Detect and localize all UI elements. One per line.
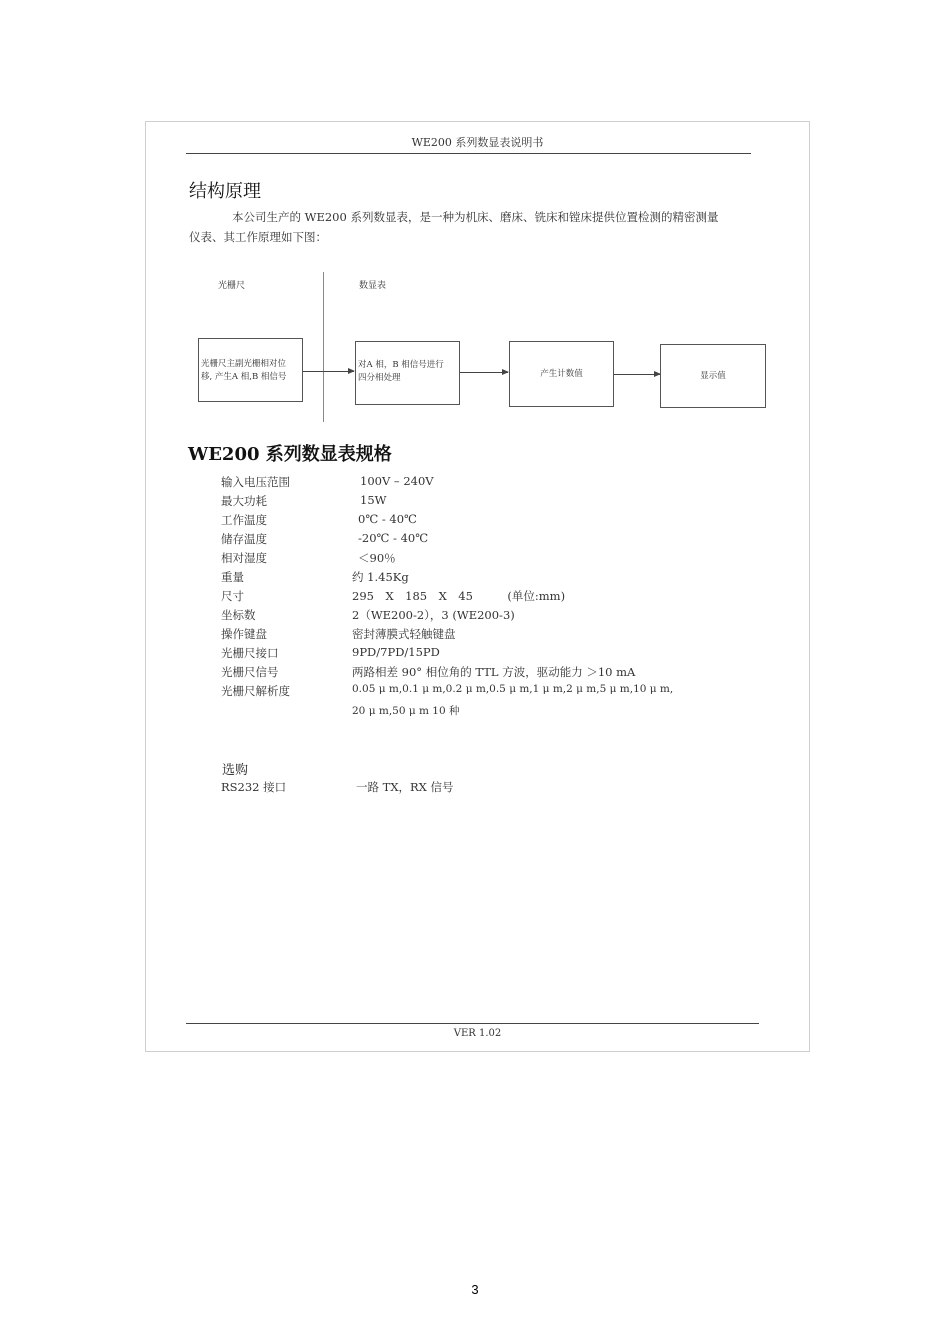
box-text: 对A 相，B 相信号进行 bbox=[358, 360, 444, 370]
spec-row bbox=[221, 626, 741, 645]
spec-value: 0.05 μ m,0.1 μ m,0.2 μ m,0.5 μ m,1 μ m,2 μ m,5 μ m,10 μ m, bbox=[352, 683, 674, 695]
box-text: 显示值 bbox=[700, 371, 726, 381]
spec-value: 15W bbox=[360, 493, 387, 507]
diagram-box-display-value bbox=[660, 344, 766, 408]
document-header: WE200 系列数显表说明书 bbox=[411, 136, 544, 149]
spec-row bbox=[221, 607, 741, 626]
spec-label: 光栅尺解析度 bbox=[221, 684, 290, 698]
spec-label: 光栅尺接口 bbox=[221, 646, 279, 660]
spec-label: 光栅尺信号 bbox=[221, 665, 279, 679]
spec-row bbox=[221, 664, 741, 683]
spec-value: 0℃ - 40℃ bbox=[358, 512, 417, 526]
header-rule bbox=[186, 153, 751, 154]
box-text: 移, 产生A 相,B 相信号 bbox=[201, 372, 287, 382]
spec-value: 295 X 185 X 45 (单位:mm) bbox=[352, 589, 566, 603]
spec-value: -20℃ - 40℃ bbox=[358, 531, 429, 545]
diagram-box-quadrature bbox=[355, 341, 460, 405]
spec-row bbox=[221, 531, 741, 550]
spec-row bbox=[221, 474, 741, 493]
rs232-label: RS232 接口 bbox=[221, 780, 287, 794]
spec-label: 尺寸 bbox=[221, 589, 244, 603]
document-version: VER 1.02 bbox=[453, 1028, 502, 1039]
diagram-box-grating-signal bbox=[198, 338, 303, 402]
diagram-divider bbox=[323, 272, 324, 422]
spec-label: 操作键盘 bbox=[221, 627, 267, 641]
spec-row bbox=[221, 512, 741, 531]
spec-label: 坐标数 bbox=[221, 608, 256, 622]
section-title-specifications: WE200 系列数显表规格 bbox=[188, 444, 392, 465]
spec-row bbox=[221, 588, 741, 607]
spec-row-continuation bbox=[221, 703, 741, 722]
spec-row bbox=[221, 683, 741, 702]
page-number: 3 bbox=[471, 1282, 479, 1297]
spec-value: ＜90％ bbox=[358, 551, 396, 565]
box-text: 四分相处理 bbox=[358, 373, 401, 383]
spec-value: 2（WE200-2），3 (WE200-3) bbox=[352, 608, 515, 622]
spec-row bbox=[221, 645, 741, 664]
spec-label: 重量 bbox=[221, 570, 244, 584]
arrow-3 bbox=[614, 374, 660, 375]
diagram-label-grating-scale: 光栅尺 bbox=[218, 281, 246, 291]
spec-value: 20 μ m,50 μ m 10 种 bbox=[352, 705, 460, 717]
box-text: 光栅尺主副光栅相对位 bbox=[201, 359, 287, 369]
spec-label: 相对湿度 bbox=[221, 551, 267, 565]
spec-value: 约 1.45Kg bbox=[352, 570, 409, 584]
rs232-value: 一路 TX，RX 信号 bbox=[356, 780, 454, 794]
scanned-page bbox=[145, 121, 810, 1052]
spec-row bbox=[221, 569, 741, 588]
intro-text-line-2: 仪表、其工作原理如下图： bbox=[189, 230, 327, 244]
spec-row bbox=[221, 550, 741, 569]
spec-label: 工作温度 bbox=[221, 513, 267, 527]
spec-row bbox=[221, 493, 741, 512]
diagram-label-display: 数显表 bbox=[359, 281, 387, 291]
spec-value: 100V – 240V bbox=[360, 474, 434, 488]
intro-text-line-1: 本公司生产的 WE200 系列数显表，是一种为机床、磨床、铣床和镗床提供位置检测的精密测量 bbox=[232, 210, 719, 224]
arrow-2 bbox=[460, 372, 508, 373]
spec-label: 输入电压范围 bbox=[221, 475, 290, 489]
section-title-structure: 结构原理 bbox=[189, 181, 261, 202]
spec-value: 两路相差 90° 相位角的 TTL 方波，驱动能力 ＞10 mA bbox=[352, 665, 636, 679]
arrow-1 bbox=[303, 371, 354, 372]
spec-label: 储存温度 bbox=[221, 532, 267, 546]
footer-rule bbox=[186, 1023, 759, 1024]
box-text: 产生计数值 bbox=[540, 369, 583, 379]
spec-value: 密封薄膜式轻触键盘 bbox=[352, 627, 456, 641]
spec-label: 最大功耗 bbox=[221, 494, 267, 508]
diagram-box-count bbox=[509, 341, 614, 407]
options-title: 选购 bbox=[222, 763, 249, 778]
spec-value: 9PD/7PD/15PD bbox=[352, 645, 440, 659]
